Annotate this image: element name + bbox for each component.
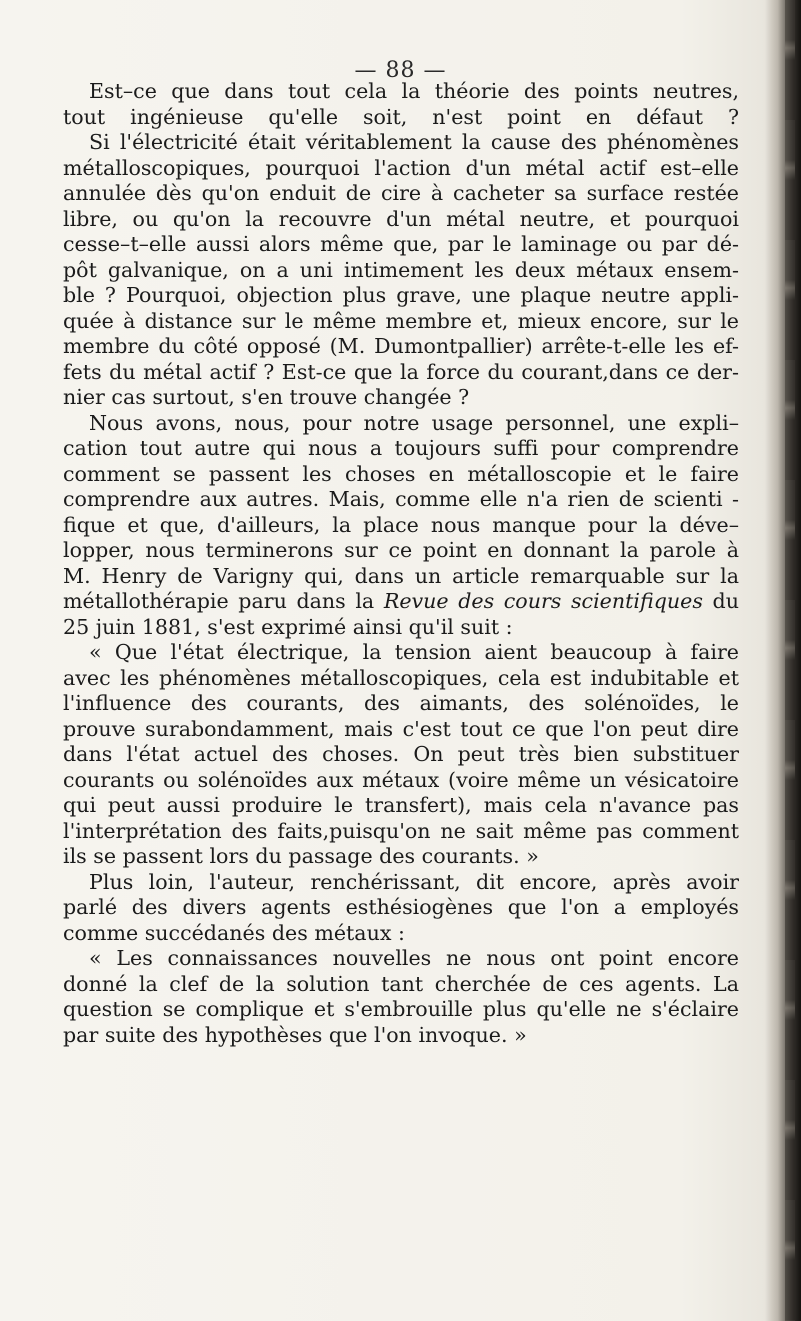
text-line: M. Henry de Varigny qui, dans un article remarquable sur la bbox=[63, 563, 739, 588]
text-line: dans l'état actuel des choses. On peut très bien substituer bbox=[63, 742, 739, 766]
text-line: Est–ce que dans tout cela la théorie des points neutres, bbox=[89, 79, 739, 103]
text-line: « Les connaissances nouvelles ne nous ont point encore bbox=[89, 946, 739, 970]
text-line: comme succédanés des métaux : bbox=[63, 920, 405, 945]
journal-title: Revue des cours scientifiques bbox=[383, 589, 703, 613]
text-segment: du bbox=[702, 589, 739, 613]
text-line: ble ? Pourquoi, objection plus grave, une plaque neutre appli- bbox=[63, 283, 739, 307]
text-line: prouve surabondamment, mais c'est tout ce que l'on peut dire bbox=[63, 716, 739, 741]
text-segment: métallothérapie paru dans la bbox=[63, 589, 384, 613]
text-line: question se complique et s'embrouille plus qu'elle ne s'éclaire bbox=[63, 997, 739, 1021]
text-line: tout ingénieuse qu'elle soit, n'est point en défaut ? bbox=[63, 104, 739, 129]
text-line: annulée dès qu'on enduit de cire à cacheter sa surface restée bbox=[63, 181, 739, 205]
text-line: par suite des hypothèses que l'on invoque. » bbox=[63, 1022, 527, 1047]
text-line bbox=[63, 589, 739, 615]
text-line: parlé des divers agents esthésiogènes que l'on a employés bbox=[63, 895, 739, 919]
text-line: l'interprétation des faits,puisqu'on ne sait même pas comment bbox=[63, 818, 739, 843]
text-line: lopper, nous terminerons sur ce point en donnant la parole à bbox=[63, 538, 739, 562]
text-line: quée à distance sur le même membre et, mieux encore, sur le bbox=[63, 308, 739, 333]
text-line: « Que l'état électrique, la tension aient beaucoup à faire bbox=[89, 640, 739, 664]
text-line: cesse–t–elle aussi alors même que, par le laminage ou par dé- bbox=[63, 232, 739, 256]
text-line: fique et que, d'ailleurs, la place nous manque pour la déve– bbox=[63, 512, 739, 537]
text-line: cation tout autre qui nous a toujours suffi pour comprendre bbox=[63, 436, 739, 460]
text-line: membre du côté opposé (M. Dumontpallier) arrête-t-elle les ef- bbox=[63, 334, 739, 358]
book-spine-streak bbox=[785, 0, 795, 1321]
text-line: comment se passent les choses en métalloscopie et le faire bbox=[63, 461, 739, 486]
text-line: Plus loin, l'auteur, renchérissant, dit encore, après avoir bbox=[89, 869, 739, 894]
text-line: 25 juin 1881, s'est exprimé ainsi qu'il suit : bbox=[63, 614, 513, 639]
body-text bbox=[63, 79, 739, 1048]
text-line: l'influence des courants, des aimants, des solénoïdes, le bbox=[63, 691, 739, 715]
text-line: nier cas surtout, s'en trouve changée ? bbox=[63, 385, 470, 409]
text-line: avec les phénomènes métalloscopiques, cela est indubitable et bbox=[63, 665, 739, 690]
text-line: courants ou solénoïdes aux métaux (voire même un vésicatoire bbox=[63, 767, 739, 792]
text-line: Nous avons, nous, pour notre usage personnel, une expli– bbox=[89, 410, 739, 435]
text-line: qui peut aussi produire le transfert), mais cela n'avance pas bbox=[63, 793, 739, 817]
text-line: Si l'électricité était véritablement la cause des phénomènes bbox=[89, 130, 739, 154]
text-line: libre, ou qu'on la recouvre d'un métal neutre, et pourquoi bbox=[63, 206, 739, 231]
book-spine-edge bbox=[765, 0, 801, 1321]
page-number: — 88 — bbox=[354, 58, 447, 83]
text-line: fets du métal actif ? Est-ce que la force du courant,dans ce der- bbox=[63, 359, 739, 384]
text-line: métalloscopiques, pourquoi l'action d'un métal actif est–elle bbox=[63, 155, 739, 180]
text-line: pôt galvanique, on a uni intimement les deux métaux ensem- bbox=[63, 257, 739, 282]
text-line: comprendre aux autres. Mais, comme elle n'a rien de scienti - bbox=[63, 487, 739, 511]
text-line: ils se passent lors du passage des courants. » bbox=[63, 844, 539, 868]
text-line: donné la clef de la solution tant cherchée de ces agents. La bbox=[63, 971, 739, 996]
